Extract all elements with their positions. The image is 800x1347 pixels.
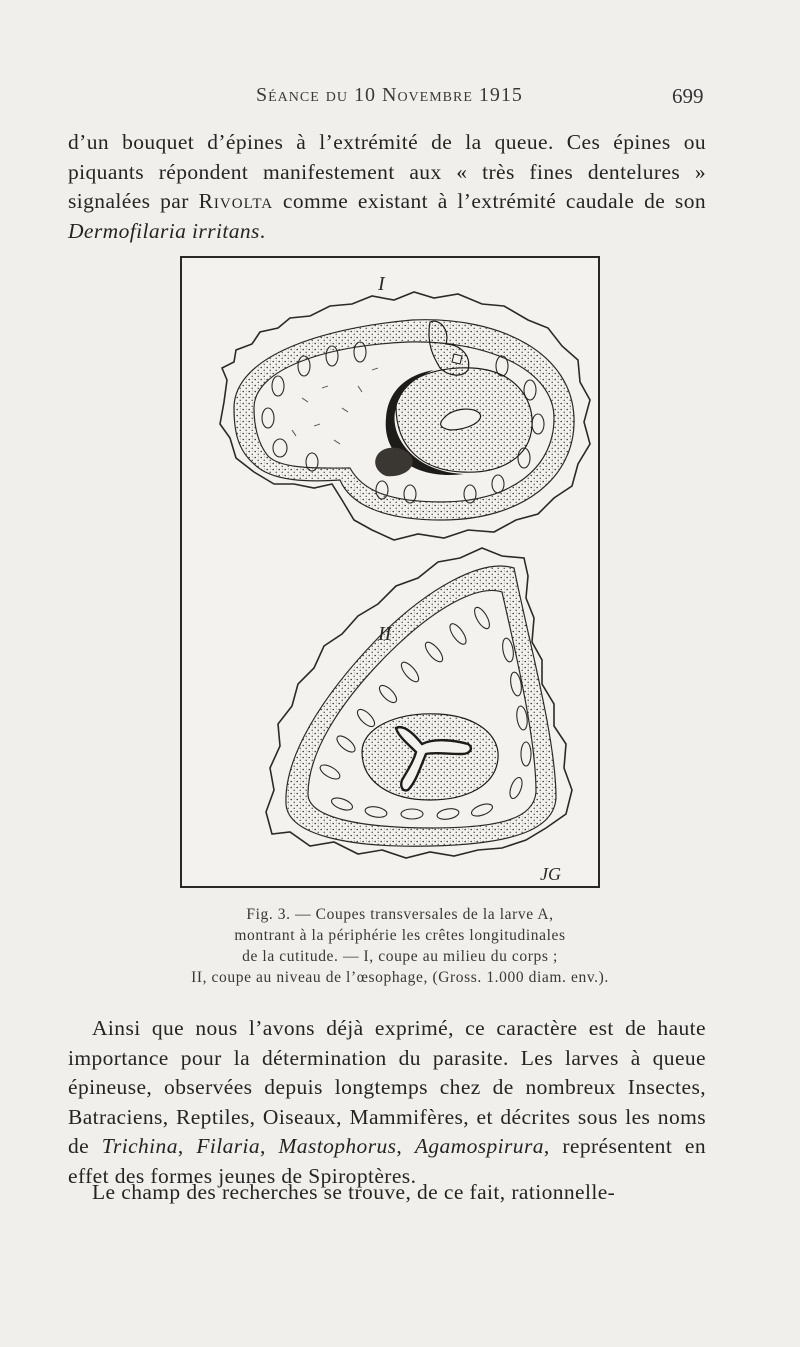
paragraph-2-text-a: Ainsi que nous l’avons déjà exprimé, ce caractère est de haute importance pour la détermination du parasite. Les larves à queue épineuse, observées depuis longtemps chez de nombreux Insectes, Batraciens, Reptiles, Oiseaux, Mammifères, et décrites sous les noms de bbox=[68, 1016, 706, 1158]
genus-mastophorus: Mastophorus bbox=[278, 1134, 397, 1158]
paragraph-1-text-c: . bbox=[259, 218, 266, 243]
illustrator-signature: JG bbox=[540, 864, 561, 884]
paragraph-2-text-b: , représentent en effet des formes jeunes de Spiroptères. bbox=[68, 1134, 706, 1188]
genus-agamospirura: Agamospirura bbox=[414, 1134, 544, 1158]
cross-section-2-drawing bbox=[266, 548, 572, 858]
paragraph-3-text: Le champ des recherches se trouve, de ce fait, rationnelle- bbox=[92, 1180, 616, 1204]
separator: , bbox=[260, 1134, 279, 1158]
caption-line: II, coupe au niveau de l’œsophage, (Gross. 1.000 diam. env.). bbox=[191, 969, 609, 986]
section-2-label: II bbox=[378, 623, 392, 645]
running-title: Séance du 10 Novembre 1915 bbox=[256, 84, 523, 106]
caption-line: Fig. 3. — Coupes transversales de la larve A, bbox=[246, 906, 554, 923]
running-head bbox=[0, 84, 800, 114]
separator: , bbox=[177, 1134, 197, 1158]
caption-line: de la cutitude. — I, coupe au milieu du corps ; bbox=[242, 948, 558, 965]
paragraph-1-text-b: comme existant à l’extrémité caudale de son bbox=[273, 189, 706, 213]
paragraph-1 bbox=[68, 128, 706, 246]
genus-trichina: Trichina bbox=[101, 1134, 178, 1158]
species-name: Dermofilaria irritans bbox=[68, 218, 260, 243]
figure-caption bbox=[90, 904, 710, 988]
caption-line: montrant à la périphérie les crêtes longitudinales bbox=[234, 927, 566, 944]
paragraph-2 bbox=[68, 1014, 706, 1191]
author-name: Rivolta bbox=[198, 189, 274, 213]
paragraph-3 bbox=[68, 1178, 706, 1208]
figure-3-frame bbox=[180, 256, 600, 888]
cross-section-1-drawing bbox=[220, 292, 590, 540]
page-number: 699 bbox=[672, 84, 704, 108]
paragraph-1-text-a: d’un bouquet d’épines à l’extrémité de la queue. Ces épines ou piquants répondent manifestement aux « très fines dentelures » signalées par bbox=[68, 130, 706, 213]
section-1-label: I bbox=[378, 273, 385, 295]
genus-filaria: Filaria bbox=[196, 1134, 261, 1158]
separator: , bbox=[396, 1134, 415, 1158]
